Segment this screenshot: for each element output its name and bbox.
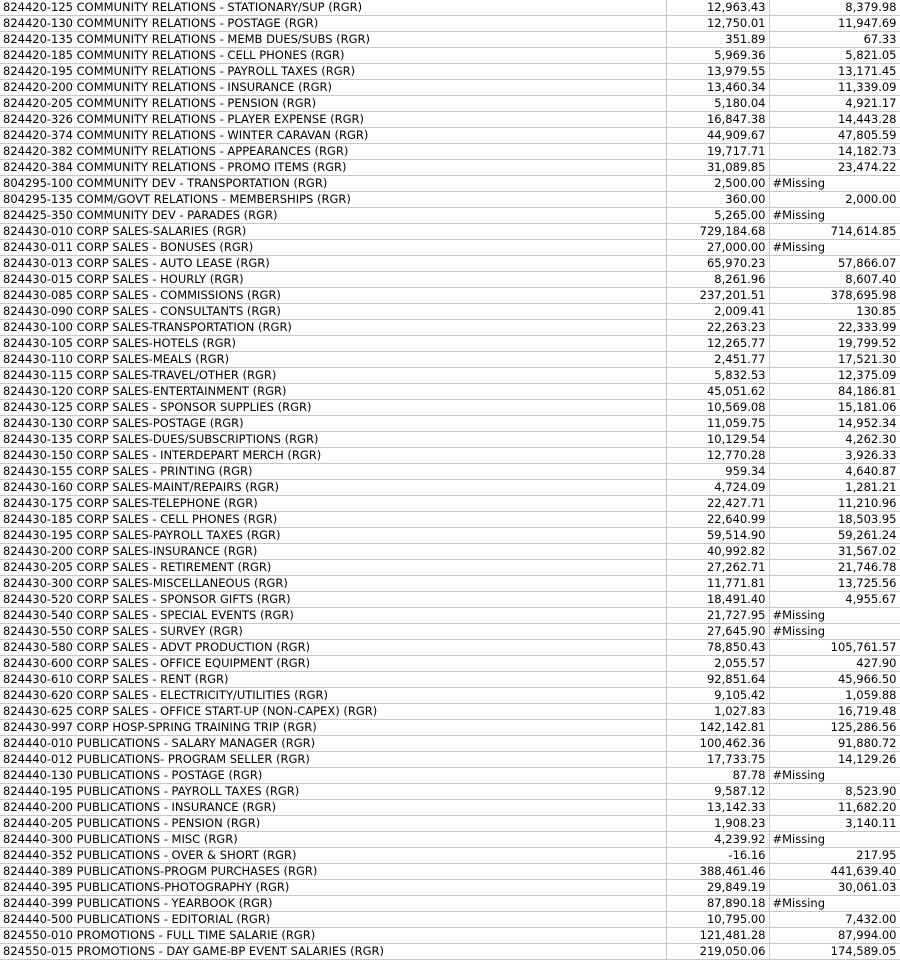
table-row	[0, 64, 900, 80]
account-description-cell[interactable]: 824430-160 CORP SALES-MAINT/REPAIRS (RGR)	[0, 480, 666, 496]
table-row	[0, 256, 900, 272]
table-row	[0, 480, 900, 496]
table-row	[0, 272, 900, 288]
account-description-cell[interactable]: 824430-105 CORP SALES-HOTELS (RGR)	[0, 336, 666, 352]
amount-cell-current[interactable]: 4,239.92	[666, 832, 769, 848]
account-description-cell[interactable]: 824430-120 CORP SALES-ENTERTAINMENT (RGR)	[0, 384, 666, 400]
table-row	[0, 160, 900, 176]
account-description-cell[interactable]: 824430-520 CORP SALES - SPONSOR GIFTS (RGR)	[0, 592, 666, 608]
amount-cell-prior[interactable]: 174,589.05	[769, 944, 900, 960]
amount-cell-current[interactable]: 100,462.36	[666, 736, 769, 752]
amount-cell-current[interactable]: 2,009.41	[666, 304, 769, 320]
amount-cell-current[interactable]: 5,180.04	[666, 96, 769, 112]
amount-cell-current[interactable]: 729,184.68	[666, 224, 769, 240]
account-description-cell[interactable]: 824420-130 COMMUNITY RELATIONS - POSTAGE (RGR)	[0, 16, 666, 32]
account-description-cell[interactable]: 824430-205 CORP SALES - RETIREMENT (RGR)	[0, 560, 666, 576]
amount-cell-current[interactable]: 22,640.99	[666, 512, 769, 528]
table-row	[0, 656, 900, 672]
amount-cell-current[interactable]: 18,491.40	[666, 592, 769, 608]
amount-cell-current[interactable]: 1,908.23	[666, 816, 769, 832]
table-row	[0, 128, 900, 144]
amount-cell-prior[interactable]: 105,761.57	[769, 640, 900, 656]
amount-cell-prior[interactable]: 45,966.50	[769, 672, 900, 688]
table-row	[0, 96, 900, 112]
table-row	[0, 624, 900, 640]
account-description-cell[interactable]: 824440-500 PUBLICATIONS - EDITORIAL (RGR)	[0, 912, 666, 928]
amount-cell-prior[interactable]: 31,567.02	[769, 544, 900, 560]
table-row	[0, 320, 900, 336]
table-row	[0, 720, 900, 736]
amount-cell-current[interactable]: 40,992.82	[666, 544, 769, 560]
amount-cell-current[interactable]: 8,261.96	[666, 272, 769, 288]
account-description-cell[interactable]: 824430-130 CORP SALES-POSTAGE (RGR)	[0, 416, 666, 432]
amount-cell-prior[interactable]: 441,639.40	[769, 864, 900, 880]
account-description-cell[interactable]: 824440-389 PUBLICATIONS-PROGM PURCHASES (RGR)	[0, 864, 666, 880]
account-description-cell[interactable]: 824430-090 CORP SALES - CONSULTANTS (RGR)	[0, 304, 666, 320]
table-row	[0, 336, 900, 352]
amount-cell-prior[interactable]: #Missing	[769, 832, 900, 848]
account-description-cell[interactable]: 824420-135 COMMUNITY RELATIONS - MEMB DUES/SUBS (RGR)	[0, 32, 666, 48]
account-description-cell[interactable]: 824430-195 CORP SALES-PAYROLL TAXES (RGR)	[0, 528, 666, 544]
account-description-cell[interactable]: 824440-012 PUBLICATIONS- PROGRAM SELLER (RGR)	[0, 752, 666, 768]
account-description-cell[interactable]: 824430-620 CORP SALES - ELECTRICITY/UTILITIES (RGR)	[0, 688, 666, 704]
account-description-cell[interactable]: 824430-110 CORP SALES-MEALS (RGR)	[0, 352, 666, 368]
account-description-cell[interactable]: 824420-384 COMMUNITY RELATIONS - PROMO ITEMS (RGR)	[0, 160, 666, 176]
amount-cell-prior[interactable]: 11,339.09	[769, 80, 900, 96]
table-row	[0, 192, 900, 208]
account-description-cell[interactable]: 824440-200 PUBLICATIONS - INSURANCE (RGR)	[0, 800, 666, 816]
amount-cell-prior[interactable]: 19,799.52	[769, 336, 900, 352]
amount-cell-prior[interactable]: 59,261.24	[769, 528, 900, 544]
amount-cell-prior[interactable]: 1,059.88	[769, 688, 900, 704]
account-description-cell[interactable]: 824430-610 CORP SALES - RENT (RGR)	[0, 672, 666, 688]
table-row	[0, 224, 900, 240]
account-description-cell[interactable]: 824430-185 CORP SALES - CELL PHONES (RGR)	[0, 512, 666, 528]
amount-cell-current[interactable]: 13,142.33	[666, 800, 769, 816]
amount-cell-prior[interactable]: 12,375.09	[769, 368, 900, 384]
table-row	[0, 576, 900, 592]
amount-cell-prior[interactable]: 11,947.69	[769, 16, 900, 32]
amount-cell-current[interactable]: 27,262.71	[666, 560, 769, 576]
amount-cell-current[interactable]: 2,451.77	[666, 352, 769, 368]
amount-cell-current[interactable]: 27,000.00	[666, 240, 769, 256]
amount-cell-prior[interactable]: 67.33	[769, 32, 900, 48]
account-description-cell[interactable]: 824440-395 PUBLICATIONS-PHOTOGRAPHY (RGR)	[0, 880, 666, 896]
amount-cell-current[interactable]: 351.89	[666, 32, 769, 48]
account-description-cell[interactable]: 804295-100 COMMUNITY DEV - TRANSPORTATION (RGR)	[0, 176, 666, 192]
table-row	[0, 896, 900, 912]
amount-cell-prior[interactable]: 427.90	[769, 656, 900, 672]
amount-cell-prior[interactable]: 11,682.20	[769, 800, 900, 816]
account-description-cell[interactable]: 824430-997 CORP HOSP-SPRING TRAINING TRIP (RGR)	[0, 720, 666, 736]
account-description-cell[interactable]: 824440-399 PUBLICATIONS - YEARBOOK (RGR)	[0, 896, 666, 912]
amount-cell-prior[interactable]: 130.85	[769, 304, 900, 320]
table-row	[0, 432, 900, 448]
amount-cell-current[interactable]: 59,514.90	[666, 528, 769, 544]
amount-cell-prior[interactable]: #Missing	[769, 624, 900, 640]
amount-cell-current[interactable]: 5,969.36	[666, 48, 769, 64]
table-row	[0, 144, 900, 160]
amount-cell-prior[interactable]: #Missing	[769, 208, 900, 224]
table-row	[0, 80, 900, 96]
amount-cell-prior[interactable]: 21,746.78	[769, 560, 900, 576]
account-description-cell[interactable]: 824440-195 PUBLICATIONS - PAYROLL TAXES (RGR)	[0, 784, 666, 800]
table-row	[0, 800, 900, 816]
account-description-cell[interactable]: 824430-580 CORP SALES - ADVT PRODUCTION (RGR)	[0, 640, 666, 656]
amount-cell-prior[interactable]: 16,719.48	[769, 704, 900, 720]
table-row	[0, 544, 900, 560]
amount-cell-current[interactable]: 10,795.00	[666, 912, 769, 928]
account-description-cell[interactable]: 824430-150 CORP SALES - INTERDEPART MERCH (RGR)	[0, 448, 666, 464]
table-row	[0, 816, 900, 832]
amount-cell-current[interactable]: 45,051.62	[666, 384, 769, 400]
table-row	[0, 304, 900, 320]
amount-cell-prior[interactable]: 5,821.05	[769, 48, 900, 64]
amount-cell-prior[interactable]: 22,333.99	[769, 320, 900, 336]
table-row	[0, 736, 900, 752]
amount-cell-prior[interactable]: 14,952.34	[769, 416, 900, 432]
amount-cell-prior[interactable]: 7,432.00	[769, 912, 900, 928]
amount-cell-prior[interactable]: 47,805.59	[769, 128, 900, 144]
amount-cell-current[interactable]: 237,201.51	[666, 288, 769, 304]
amount-cell-prior[interactable]: #Missing	[769, 176, 900, 192]
amount-cell-prior[interactable]: 378,695.98	[769, 288, 900, 304]
amount-cell-prior[interactable]: 13,171.45	[769, 64, 900, 80]
account-description-cell[interactable]: 824430-013 CORP SALES - AUTO LEASE (RGR)	[0, 256, 666, 272]
account-description-cell[interactable]: 824430-550 CORP SALES - SURVEY (RGR)	[0, 624, 666, 640]
amount-cell-current[interactable]: 27,645.90	[666, 624, 769, 640]
account-description-cell[interactable]: 824550-015 PROMOTIONS - DAY GAME-BP EVENT SALARIES (RGR)	[0, 944, 666, 960]
amount-cell-current[interactable]: 2,500.00	[666, 176, 769, 192]
table-row	[0, 352, 900, 368]
amount-cell-prior[interactable]: #Missing	[769, 896, 900, 912]
account-description-cell[interactable]: 824430-155 CORP SALES - PRINTING (RGR)	[0, 464, 666, 480]
account-description-cell[interactable]: 824430-175 CORP SALES-TELEPHONE (RGR)	[0, 496, 666, 512]
amount-cell-current[interactable]: 13,460.34	[666, 80, 769, 96]
account-description-cell[interactable]: 824430-200 CORP SALES-INSURANCE (RGR)	[0, 544, 666, 560]
amount-cell-current[interactable]: 16,847.38	[666, 112, 769, 128]
amount-cell-current[interactable]: 65,970.23	[666, 256, 769, 272]
table-row	[0, 944, 900, 960]
account-description-cell[interactable]: 824430-125 CORP SALES - SPONSOR SUPPLIES (RGR)	[0, 400, 666, 416]
account-description-cell[interactable]: 824430-625 CORP SALES - OFFICE START-UP (NON-CAPEX) (RGR)	[0, 704, 666, 720]
amount-cell-current[interactable]: 10,129.54	[666, 432, 769, 448]
table-row	[0, 496, 900, 512]
amount-cell-current[interactable]: 2,055.57	[666, 656, 769, 672]
amount-cell-prior[interactable]: 8,607.40	[769, 272, 900, 288]
amount-cell-prior[interactable]: 57,866.07	[769, 256, 900, 272]
account-description-cell[interactable]: 824430-300 CORP SALES-MISCELLANEOUS (RGR)	[0, 576, 666, 592]
account-description-cell[interactable]: 824430-540 CORP SALES - SPECIAL EVENTS (RGR)	[0, 608, 666, 624]
table-row	[0, 16, 900, 32]
table-row	[0, 928, 900, 944]
account-description-cell[interactable]: 824430-015 CORP SALES - HOURLY (RGR)	[0, 272, 666, 288]
amount-cell-prior[interactable]: 84,186.81	[769, 384, 900, 400]
table-row	[0, 880, 900, 896]
account-description-cell[interactable]: 824420-382 COMMUNITY RELATIONS - APPEARANCES (RGR)	[0, 144, 666, 160]
amount-cell-current[interactable]: 219,050.06	[666, 944, 769, 960]
amount-cell-prior[interactable]: 17,521.30	[769, 352, 900, 368]
table-row	[0, 416, 900, 432]
amount-cell-current[interactable]: 92,851.64	[666, 672, 769, 688]
account-description-cell[interactable]: 824430-085 CORP SALES - COMMISSIONS (RGR)	[0, 288, 666, 304]
account-description-cell[interactable]: 804295-135 COMM/GOVT RELATIONS - MEMBERSHIPS (RGR)	[0, 192, 666, 208]
table-row	[0, 368, 900, 384]
account-description-cell[interactable]: 824430-115 CORP SALES-TRAVEL/OTHER (RGR)	[0, 368, 666, 384]
account-description-cell[interactable]: 824425-350 COMMUNITY DEV - PARADES (RGR)	[0, 208, 666, 224]
table-row	[0, 112, 900, 128]
amount-cell-current[interactable]: 10,569.08	[666, 400, 769, 416]
amount-cell-current[interactable]: -16.16	[666, 848, 769, 864]
table-row	[0, 704, 900, 720]
account-description-cell[interactable]: 824420-185 COMMUNITY RELATIONS - CELL PHONES (RGR)	[0, 48, 666, 64]
account-description-cell[interactable]: 824430-135 CORP SALES-DUES/SUBSCRIPTIONS (RGR)	[0, 432, 666, 448]
amount-cell-prior[interactable]: 4,640.87	[769, 464, 900, 480]
amount-cell-current[interactable]: 17,733.75	[666, 752, 769, 768]
amount-cell-current[interactable]: 4,724.09	[666, 480, 769, 496]
amount-cell-current[interactable]: 142,142.81	[666, 720, 769, 736]
amount-cell-current[interactable]: 9,105.42	[666, 688, 769, 704]
account-description-cell[interactable]: 824430-010 CORP SALES-SALARIES (RGR)	[0, 224, 666, 240]
amount-cell-current[interactable]: 121,481.28	[666, 928, 769, 944]
amount-cell-current[interactable]: 29,849.19	[666, 880, 769, 896]
account-description-cell[interactable]: 824440-130 PUBLICATIONS - POSTAGE (RGR)	[0, 768, 666, 784]
amount-cell-current[interactable]: 19,717.71	[666, 144, 769, 160]
account-description-cell[interactable]: 824430-011 CORP SALES - BONUSES (RGR)	[0, 240, 666, 256]
account-description-cell[interactable]: 824420-205 COMMUNITY RELATIONS - PENSION (RGR)	[0, 96, 666, 112]
amount-cell-current[interactable]: 31,089.85	[666, 160, 769, 176]
table-row	[0, 464, 900, 480]
account-description-cell[interactable]: 824420-326 COMMUNITY RELATIONS - PLAYER EXPENSE (RGR)	[0, 112, 666, 128]
account-description-cell[interactable]: 824550-010 PROMOTIONS - FULL TIME SALARIE (RGR)	[0, 928, 666, 944]
table-row	[0, 512, 900, 528]
table-row	[0, 912, 900, 928]
amount-cell-current[interactable]: 11,771.81	[666, 576, 769, 592]
amount-cell-current[interactable]: 44,909.67	[666, 128, 769, 144]
amount-cell-current[interactable]: 9,587.12	[666, 784, 769, 800]
account-description-cell[interactable]: 824430-100 CORP SALES-TRANSPORTATION (RGR)	[0, 320, 666, 336]
table-row	[0, 832, 900, 848]
table-row	[0, 0, 900, 16]
amount-cell-current[interactable]: 12,265.77	[666, 336, 769, 352]
amount-cell-prior[interactable]: #Missing	[769, 608, 900, 624]
amount-cell-prior[interactable]: 91,880.72	[769, 736, 900, 752]
amount-cell-current[interactable]: 12,750.01	[666, 16, 769, 32]
account-description-cell[interactable]: 824440-300 PUBLICATIONS - MISC (RGR)	[0, 832, 666, 848]
amount-cell-current[interactable]: 12,963.43	[666, 0, 769, 16]
amount-cell-current[interactable]: 78,850.43	[666, 640, 769, 656]
table-row	[0, 864, 900, 880]
amount-cell-current[interactable]: 360.00	[666, 192, 769, 208]
table-row	[0, 48, 900, 64]
amount-cell-prior[interactable]: #Missing	[769, 768, 900, 784]
table-row	[0, 288, 900, 304]
table-row	[0, 448, 900, 464]
amount-cell-prior[interactable]: 4,262.30	[769, 432, 900, 448]
amount-cell-prior[interactable]: 14,443.28	[769, 112, 900, 128]
account-description-cell[interactable]: 824420-195 COMMUNITY RELATIONS - PAYROLL TAXES (RGR)	[0, 64, 666, 80]
amount-cell-current[interactable]: 5,265.00	[666, 208, 769, 224]
amount-cell-current[interactable]: 388,461.46	[666, 864, 769, 880]
table-row	[0, 176, 900, 192]
amount-cell-prior[interactable]: 8,523.90	[769, 784, 900, 800]
account-description-cell[interactable]: 824440-205 PUBLICATIONS - PENSION (RGR)	[0, 816, 666, 832]
table-row	[0, 672, 900, 688]
table-row	[0, 640, 900, 656]
amount-cell-prior[interactable]: 13,725.56	[769, 576, 900, 592]
account-description-cell[interactable]: 824420-125 COMMUNITY RELATIONS - STATIONARY/SUP (RGR)	[0, 0, 666, 16]
table-row	[0, 768, 900, 784]
amount-cell-prior[interactable]: 14,129.26	[769, 752, 900, 768]
amount-cell-prior[interactable]: 23,474.22	[769, 160, 900, 176]
amount-cell-prior[interactable]: 4,955.67	[769, 592, 900, 608]
amount-cell-prior[interactable]: 3,926.33	[769, 448, 900, 464]
amount-cell-current[interactable]: 22,263.23	[666, 320, 769, 336]
amount-cell-current[interactable]: 87,890.18	[666, 896, 769, 912]
table-row	[0, 592, 900, 608]
amount-cell-current[interactable]: 87.78	[666, 768, 769, 784]
table-row	[0, 384, 900, 400]
amount-cell-current[interactable]: 1,027.83	[666, 704, 769, 720]
table-row	[0, 560, 900, 576]
amount-cell-prior[interactable]: 8,379.98	[769, 0, 900, 16]
account-description-cell[interactable]: 824420-374 COMMUNITY RELATIONS - WINTER CARAVAN (RGR)	[0, 128, 666, 144]
amount-cell-prior[interactable]: 30,061.03	[769, 880, 900, 896]
amount-cell-prior[interactable]: 125,286.56	[769, 720, 900, 736]
amount-cell-current[interactable]: 12,770.28	[666, 448, 769, 464]
table-row	[0, 528, 900, 544]
amount-cell-prior[interactable]: 4,921.17	[769, 96, 900, 112]
table-row	[0, 688, 900, 704]
amount-cell-prior[interactable]: 87,994.00	[769, 928, 900, 944]
amount-cell-current[interactable]: 11,059.75	[666, 416, 769, 432]
amount-cell-current[interactable]: 13,979.55	[666, 64, 769, 80]
amount-cell-prior[interactable]: 1,281.21	[769, 480, 900, 496]
table-row	[0, 400, 900, 416]
account-description-cell[interactable]: 824440-010 PUBLICATIONS - SALARY MANAGER (RGR)	[0, 736, 666, 752]
table-row	[0, 608, 900, 624]
amount-cell-prior[interactable]: #Missing	[769, 240, 900, 256]
amount-cell-prior[interactable]: 2,000.00	[769, 192, 900, 208]
table-row	[0, 848, 900, 864]
amount-cell-prior[interactable]: 3,140.11	[769, 816, 900, 832]
table-row	[0, 208, 900, 224]
amount-cell-current[interactable]: 5,832.53	[666, 368, 769, 384]
amount-cell-current[interactable]: 959.34	[666, 464, 769, 480]
amount-cell-prior[interactable]: 15,181.06	[769, 400, 900, 416]
amount-cell-prior[interactable]: 217.95	[769, 848, 900, 864]
table-row	[0, 32, 900, 48]
account-description-cell[interactable]: 824440-352 PUBLICATIONS - OVER & SHORT (RGR)	[0, 848, 666, 864]
amount-cell-current[interactable]: 21,727.95	[666, 608, 769, 624]
amount-cell-prior[interactable]: 714,614.85	[769, 224, 900, 240]
account-description-cell[interactable]: 824430-600 CORP SALES - OFFICE EQUIPMENT (RGR)	[0, 656, 666, 672]
amount-cell-prior[interactable]: 11,210.96	[769, 496, 900, 512]
table-row	[0, 240, 900, 256]
table-row	[0, 752, 900, 768]
amount-cell-prior[interactable]: 18,503.95	[769, 512, 900, 528]
table-row	[0, 784, 900, 800]
account-description-cell[interactable]: 824420-200 COMMUNITY RELATIONS - INSURANCE (RGR)	[0, 80, 666, 96]
amount-cell-current[interactable]: 22,427.71	[666, 496, 769, 512]
amount-cell-prior[interactable]: 14,182.73	[769, 144, 900, 160]
